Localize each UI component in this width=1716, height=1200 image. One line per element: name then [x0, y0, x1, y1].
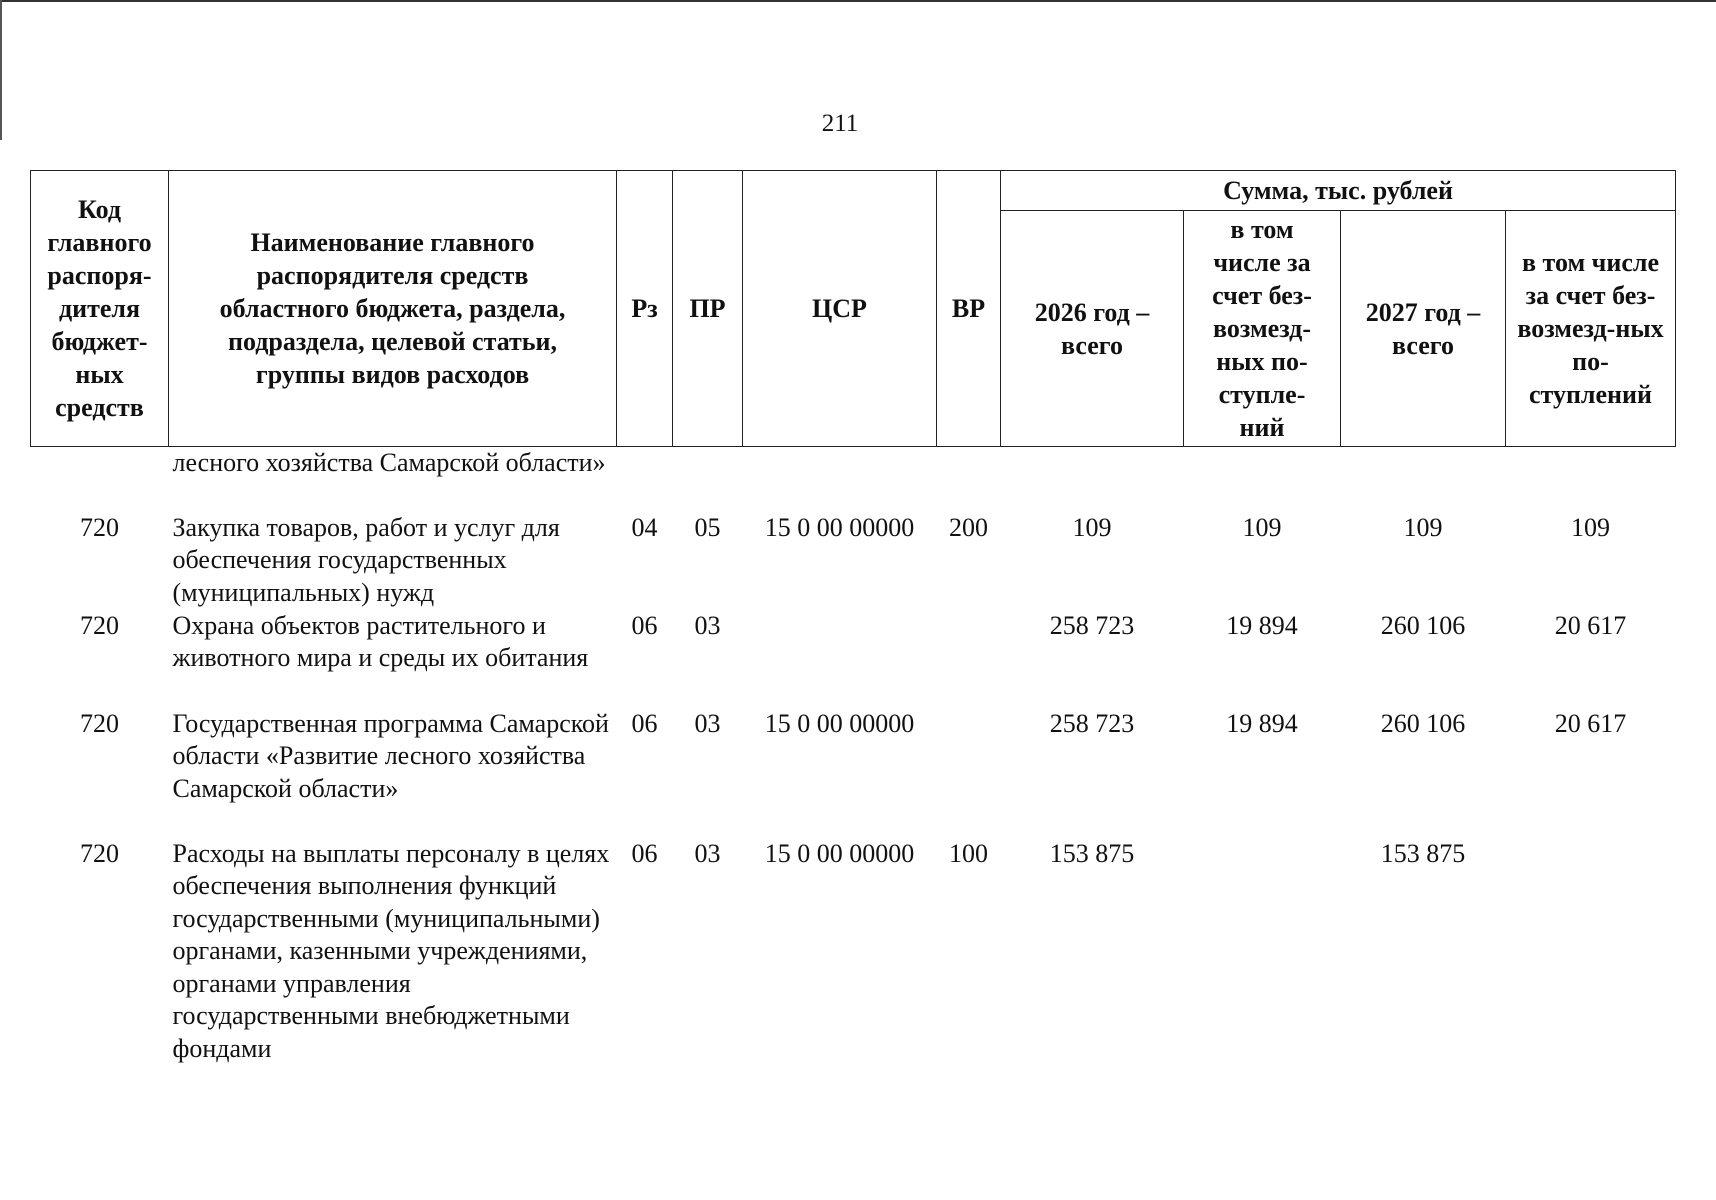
header-2027-total: 2027 год – всего — [1341, 211, 1506, 447]
cell-2026-total — [1001, 447, 1184, 512]
cell-pr: 03 — [694, 838, 721, 868]
cell-name: лесного хозяйства Самарской области» — [172, 448, 606, 477]
cell-vr — [937, 447, 1001, 512]
cell-vr — [937, 708, 1001, 838]
cell-2027-total — [1341, 447, 1506, 512]
cell-2026-free: 109 — [1242, 512, 1282, 542]
table-body — [31, 447, 1676, 1100]
cell-rz: 06 — [631, 610, 658, 640]
cell-2027-free — [1506, 838, 1676, 1100]
cell-2027-total: 153 875 — [1380, 838, 1466, 868]
cell-vr: 100 — [949, 838, 988, 868]
cell-rz: 06 — [631, 708, 658, 738]
header-code: Код главного распоря-дителя бюджет-ных средств — [31, 171, 169, 447]
cell-code: 720 — [80, 610, 119, 640]
cell-name: Расходы на выплаты персоналу в целях обеспечения выполнения функций государственными (муниципальными) органами, казенными учреждениями, органами управления государственными внебюджетными фондами — [172, 838, 610, 1063]
cell-csr — [743, 447, 937, 512]
cell-2026-total: 258 723 — [1049, 708, 1135, 738]
cell-code: 720 — [80, 838, 119, 868]
cell-2026-free — [1184, 447, 1341, 512]
cell-vr — [937, 610, 1001, 708]
cell-2026-free: 19 894 — [1226, 610, 1298, 640]
cell-csr: 15 0 00 00000 — [764, 838, 915, 868]
cell-code: 720 — [80, 708, 119, 738]
cell-rz — [617, 447, 673, 512]
table-row — [31, 447, 1676, 512]
cell-2027-free — [1506, 447, 1676, 512]
cell-rz: 04 — [631, 512, 658, 542]
cell-pr: 03 — [694, 610, 721, 640]
cell-name: Государственная программа Самарской области «Развитие лесного хозяйства Самарской области» — [172, 708, 609, 803]
cell-pr — [673, 447, 743, 512]
header-pr: ПР — [673, 171, 743, 447]
header-rz: Рз — [617, 171, 673, 447]
cell-csr: 15 0 00 00000 — [764, 512, 915, 542]
header-2026-total: 2026 год – всего — [1001, 211, 1184, 447]
table-row — [31, 838, 1676, 1100]
header-2026-free: в том числе за счет без-возмезд-ных по-ступле-ний — [1184, 211, 1341, 447]
header-sum-group: Сумма, тыс. рублей — [1001, 171, 1676, 211]
page-number: 211 — [821, 110, 859, 137]
table-row — [31, 512, 1676, 610]
cell-csr — [743, 610, 937, 708]
cell-rz: 06 — [631, 838, 658, 868]
cell-2026-total: 153 875 — [1049, 838, 1135, 868]
cell-2027-total: 260 106 — [1380, 610, 1466, 640]
cell-2027-total: 260 106 — [1380, 708, 1466, 738]
cell-code: 720 — [80, 512, 119, 542]
cell-name: Закупка товаров, работ и услуг для обеспечения государственных (муниципальных) нужд — [172, 512, 560, 607]
cell-name: Охрана объектов растительного и животного мира и среды их обитания — [172, 610, 589, 672]
cell-2026-free — [1184, 838, 1341, 1100]
header-csr: ЦСР — [743, 171, 937, 447]
cell-pr: 03 — [694, 708, 721, 738]
header-vr: ВР — [937, 171, 1001, 447]
cell-2027-free: 20 617 — [1554, 610, 1627, 640]
scan-edge-top — [0, 0, 1716, 2]
cell-2027-total: 109 — [1403, 512, 1443, 542]
cell-vr: 200 — [949, 512, 988, 542]
cell-2027-free: 20 617 — [1554, 708, 1627, 738]
cell-2027-free: 109 — [1571, 512, 1610, 542]
cell-2026-total: 258 723 — [1049, 610, 1135, 640]
cell-2026-total: 109 — [1072, 512, 1112, 542]
budget-table — [30, 170, 1676, 1100]
cell-pr: 05 — [694, 512, 721, 542]
table-row — [31, 708, 1676, 838]
cell-csr: 15 0 00 00000 — [764, 708, 915, 738]
header-name: Наименование главного распорядителя средств областного бюджета, раздела, подраздела, целевой статьи, группы видов расходов — [169, 171, 617, 447]
table-header — [31, 171, 1676, 447]
table-row — [31, 610, 1676, 708]
cell-code — [31, 447, 169, 512]
cell-2026-free: 19 894 — [1226, 708, 1298, 738]
header-2027-free: в том числе за счет без-возмезд-ных по-ступлений — [1506, 211, 1676, 447]
